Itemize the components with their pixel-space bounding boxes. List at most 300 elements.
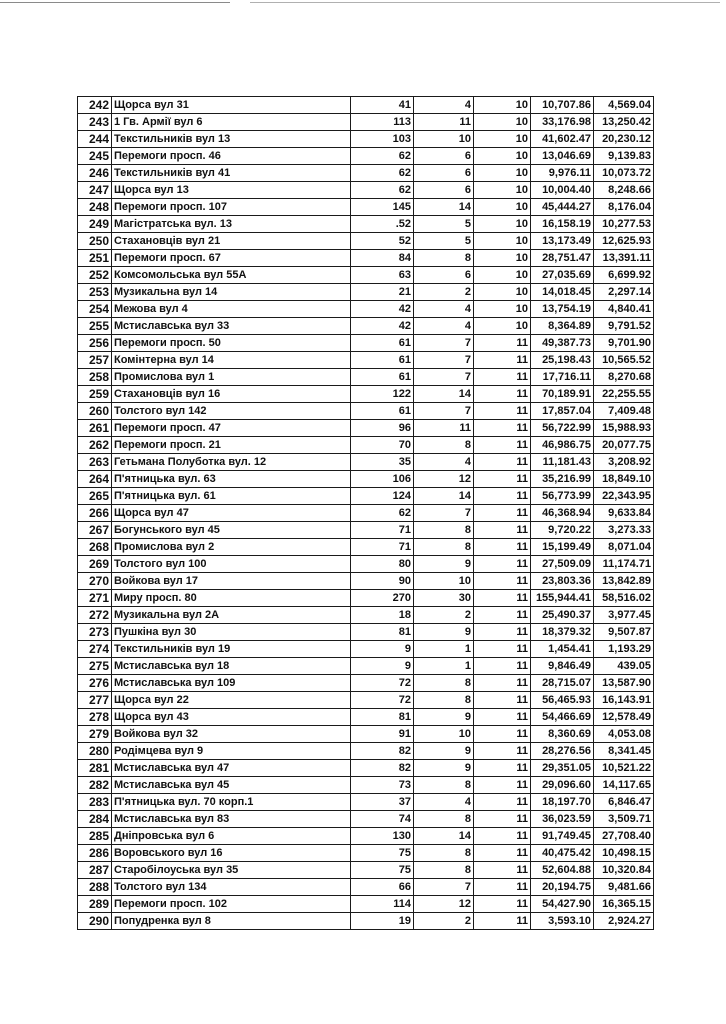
code-cell: 11 [474,624,531,641]
amount-cell: 49,387.73 [531,335,594,352]
count-cell: 12 [414,896,474,913]
balance-cell: 12,625.93 [594,233,654,250]
row-number: 256 [78,335,112,352]
address-cell: Богунського вул 45 [112,522,351,539]
count-cell: 10 [414,726,474,743]
code-cell: 10 [474,267,531,284]
count-cell: 8 [414,777,474,794]
amount-cell: 13,046.69 [531,148,594,165]
balance-cell: 7,409.48 [594,403,654,420]
code-cell: 11 [474,471,531,488]
apartments-cell: 84 [351,250,414,267]
count-cell: 8 [414,811,474,828]
code-cell: 11 [474,590,531,607]
row-number: 281 [78,760,112,777]
row-number: 279 [78,726,112,743]
address-register-table [77,96,654,930]
count-cell: 7 [414,403,474,420]
amount-cell: 8,360.69 [531,726,594,743]
address-cell: Дніпровська вул 6 [112,828,351,845]
address-cell: Комінтерна вул 14 [112,352,351,369]
row-number: 285 [78,828,112,845]
apartments-cell: 96 [351,420,414,437]
table-row [78,726,654,743]
table-row [78,420,654,437]
code-cell: 11 [474,879,531,896]
balance-cell: 9,633.84 [594,505,654,522]
balance-cell: 22,255.55 [594,386,654,403]
balance-cell: 3,977.45 [594,607,654,624]
apartments-cell: 19 [351,913,414,930]
row-number: 248 [78,199,112,216]
address-cell: Мстиславська вул 18 [112,658,351,675]
apartments-cell: 130 [351,828,414,845]
row-number: 282 [78,777,112,794]
apartments-cell: 90 [351,573,414,590]
balance-cell: 20,230.12 [594,131,654,148]
address-cell: Текстильників вул 19 [112,641,351,658]
count-cell: 6 [414,182,474,199]
count-cell: 1 [414,641,474,658]
balance-cell: 20,077.75 [594,437,654,454]
row-number: 273 [78,624,112,641]
row-number: 251 [78,250,112,267]
table-row [78,862,654,879]
table-row [78,114,654,131]
apartments-cell: 72 [351,675,414,692]
address-cell: Щорса вул 31 [112,97,351,114]
count-cell: 6 [414,165,474,182]
apartments-cell: 81 [351,709,414,726]
amount-cell: 25,490.37 [531,607,594,624]
balance-cell: 4,569.04 [594,97,654,114]
row-number: 286 [78,845,112,862]
apartments-cell: 61 [351,403,414,420]
code-cell: 11 [474,488,531,505]
amount-cell: 28,751.47 [531,250,594,267]
code-cell: 11 [474,794,531,811]
code-cell: 11 [474,777,531,794]
balance-cell: 13,587.90 [594,675,654,692]
code-cell: 11 [474,369,531,386]
address-cell: Музикальна вул 2А [112,607,351,624]
code-cell: 11 [474,454,531,471]
apartments-cell: 61 [351,369,414,386]
count-cell: 2 [414,607,474,624]
row-number: 243 [78,114,112,131]
count-cell: 7 [414,369,474,386]
amount-cell: 11,181.43 [531,454,594,471]
code-cell: 11 [474,522,531,539]
balance-cell: 8,176.04 [594,199,654,216]
amount-cell: 20,194.75 [531,879,594,896]
address-cell: 1 Гв. Армії вул 6 [112,114,351,131]
address-cell: Промислова вул 2 [112,539,351,556]
code-cell: 11 [474,760,531,777]
amount-cell: 29,096.60 [531,777,594,794]
table-row [78,760,654,777]
balance-cell: 9,481.66 [594,879,654,896]
row-number: 264 [78,471,112,488]
apartments-cell: .52 [351,216,414,233]
apartments-cell: 106 [351,471,414,488]
table-row [78,216,654,233]
amount-cell: 56,465.93 [531,692,594,709]
amount-cell: 14,018.45 [531,284,594,301]
balance-cell: 8,248.66 [594,182,654,199]
balance-cell: 9,507.87 [594,624,654,641]
table-row [78,267,654,284]
balance-cell: 9,791.52 [594,318,654,335]
amount-cell: 9,846.49 [531,658,594,675]
row-number: 246 [78,165,112,182]
count-cell: 6 [414,267,474,284]
count-cell: 10 [414,131,474,148]
count-cell: 4 [414,454,474,471]
count-cell: 4 [414,97,474,114]
balance-cell: 11,174.71 [594,556,654,573]
amount-cell: 155,944.41 [531,590,594,607]
code-cell: 11 [474,437,531,454]
apartments-cell: 114 [351,896,414,913]
address-cell: Войкова вул 17 [112,573,351,590]
address-cell: Стахановців вул 16 [112,386,351,403]
amount-cell: 25,198.43 [531,352,594,369]
balance-cell: 13,250.42 [594,114,654,131]
row-number: 289 [78,896,112,913]
balance-cell: 6,699.92 [594,267,654,284]
table-row [78,199,654,216]
count-cell: 14 [414,199,474,216]
apartments-cell: 70 [351,437,414,454]
count-cell: 30 [414,590,474,607]
amount-cell: 3,593.10 [531,913,594,930]
address-cell: Перемоги просп. 102 [112,896,351,913]
balance-cell: 10,277.53 [594,216,654,233]
amount-cell: 52,604.88 [531,862,594,879]
amount-cell: 13,754.19 [531,301,594,318]
apartments-cell: 41 [351,97,414,114]
amount-cell: 9,976.11 [531,165,594,182]
address-cell: Щорса вул 13 [112,182,351,199]
address-cell: Воровського вул 16 [112,845,351,862]
apartments-cell: 35 [351,454,414,471]
apartments-cell: 21 [351,284,414,301]
address-cell: П'ятницька вул. 70 корп.1 [112,794,351,811]
amount-cell: 18,197.70 [531,794,594,811]
address-cell: Попудренка вул 8 [112,913,351,930]
table-row [78,165,654,182]
apartments-cell: 270 [351,590,414,607]
apartments-cell: 42 [351,318,414,335]
count-cell: 9 [414,624,474,641]
address-cell: Мстиславська вул 33 [112,318,351,335]
table-row [78,913,654,930]
balance-cell: 8,341.45 [594,743,654,760]
row-number: 249 [78,216,112,233]
balance-cell: 10,320.84 [594,862,654,879]
apartments-cell: 145 [351,199,414,216]
address-cell: Мстиславська вул 83 [112,811,351,828]
balance-cell: 15,988.93 [594,420,654,437]
table-row [78,437,654,454]
balance-cell: 4,053.08 [594,726,654,743]
row-number: 260 [78,403,112,420]
row-number: 262 [78,437,112,454]
apartments-cell: 122 [351,386,414,403]
apartments-cell: 9 [351,641,414,658]
count-cell: 4 [414,318,474,335]
row-number: 257 [78,352,112,369]
amount-cell: 41,602.47 [531,131,594,148]
address-cell: П'ятницька вул. 61 [112,488,351,505]
address-cell: П'ятницька вул. 63 [112,471,351,488]
count-cell: 8 [414,539,474,556]
count-cell: 11 [414,114,474,131]
table-row [78,522,654,539]
apartments-cell: 80 [351,556,414,573]
table-row [78,811,654,828]
amount-cell: 13,173.49 [531,233,594,250]
amount-cell: 54,427.90 [531,896,594,913]
apartments-cell: 82 [351,743,414,760]
amount-cell: 27,509.09 [531,556,594,573]
code-cell: 11 [474,335,531,352]
balance-cell: 3,273.33 [594,522,654,539]
table-row [78,471,654,488]
amount-cell: 56,722.99 [531,420,594,437]
table-row [78,505,654,522]
count-cell: 7 [414,505,474,522]
address-cell: Промислова вул 1 [112,369,351,386]
balance-cell: 12,578.49 [594,709,654,726]
count-cell: 8 [414,862,474,879]
row-number: 269 [78,556,112,573]
table-row [78,658,654,675]
amount-cell: 70,189.91 [531,386,594,403]
count-cell: 8 [414,250,474,267]
balance-cell: 3,509.71 [594,811,654,828]
address-cell: Щорса вул 43 [112,709,351,726]
code-cell: 11 [474,709,531,726]
code-cell: 11 [474,539,531,556]
row-number: 277 [78,692,112,709]
row-number: 245 [78,148,112,165]
balance-cell: 4,840.41 [594,301,654,318]
balance-cell: 2,924.27 [594,913,654,930]
table-row [78,641,654,658]
amount-cell: 1,454.41 [531,641,594,658]
amount-cell: 9,720.22 [531,522,594,539]
code-cell: 11 [474,828,531,845]
address-cell: Текстильників вул 13 [112,131,351,148]
address-cell: Перемоги просп. 107 [112,199,351,216]
count-cell: 7 [414,335,474,352]
amount-cell: 33,176.98 [531,114,594,131]
apartments-cell: 62 [351,182,414,199]
amount-cell: 10,707.86 [531,97,594,114]
balance-cell: 14,117.65 [594,777,654,794]
count-cell: 1 [414,658,474,675]
table-row [78,454,654,471]
balance-cell: 18,849.10 [594,471,654,488]
table-row [78,488,654,505]
count-cell: 5 [414,216,474,233]
count-cell: 9 [414,556,474,573]
balance-cell: 8,270.68 [594,369,654,386]
apartments-cell: 62 [351,148,414,165]
code-cell: 10 [474,233,531,250]
scan-edge-line [0,2,230,3]
address-cell: Толстого вул 142 [112,403,351,420]
count-cell: 9 [414,760,474,777]
row-number: 259 [78,386,112,403]
table-row [78,182,654,199]
count-cell: 14 [414,386,474,403]
table-row [78,386,654,403]
row-number: 253 [78,284,112,301]
count-cell: 7 [414,879,474,896]
address-cell: Пушкіна вул 30 [112,624,351,641]
address-cell: Миру просп. 80 [112,590,351,607]
address-cell: Перемоги просп. 47 [112,420,351,437]
table-row [78,828,654,845]
apartments-cell: 75 [351,845,414,862]
apartments-cell: 18 [351,607,414,624]
row-number: 244 [78,131,112,148]
address-cell: Старобілоуська вул 35 [112,862,351,879]
balance-cell: 13,391.11 [594,250,654,267]
code-cell: 11 [474,845,531,862]
count-cell: 14 [414,828,474,845]
balance-cell: 27,708.40 [594,828,654,845]
balance-cell: 8,071.04 [594,539,654,556]
apartments-cell: 82 [351,760,414,777]
count-cell: 14 [414,488,474,505]
address-cell: Музикальна вул 14 [112,284,351,301]
row-number: 272 [78,607,112,624]
row-number: 252 [78,267,112,284]
amount-cell: 8,364.89 [531,318,594,335]
row-number: 247 [78,182,112,199]
balance-cell: 16,365.15 [594,896,654,913]
code-cell: 10 [474,216,531,233]
apartments-cell: 37 [351,794,414,811]
code-cell: 10 [474,148,531,165]
address-cell: Гетьмана Полуботка вул. 12 [112,454,351,471]
amount-cell: 28,276.56 [531,743,594,760]
apartments-cell: 74 [351,811,414,828]
scan-edge-line [250,2,720,3]
count-cell: 9 [414,709,474,726]
amount-cell: 46,986.75 [531,437,594,454]
row-number: 270 [78,573,112,590]
code-cell: 11 [474,913,531,930]
row-number: 288 [78,879,112,896]
row-number: 254 [78,301,112,318]
code-cell: 10 [474,250,531,267]
address-cell: Комсомольська вул 55А [112,267,351,284]
amount-cell: 18,379.32 [531,624,594,641]
table-row [78,879,654,896]
address-cell: Стахановців вул 21 [112,233,351,250]
table-row [78,692,654,709]
table-row [78,675,654,692]
row-number: 280 [78,743,112,760]
address-cell: Перемоги просп. 50 [112,335,351,352]
apartments-cell: 62 [351,505,414,522]
code-cell: 11 [474,386,531,403]
row-number: 242 [78,97,112,114]
code-cell: 11 [474,743,531,760]
table-row [78,845,654,862]
balance-cell: 439.05 [594,658,654,675]
code-cell: 11 [474,556,531,573]
address-cell: Войкова вул 32 [112,726,351,743]
address-cell: Мстиславська вул 109 [112,675,351,692]
balance-cell: 10,498.15 [594,845,654,862]
balance-cell: 1,193.29 [594,641,654,658]
balance-cell: 16,143.91 [594,692,654,709]
count-cell: 8 [414,437,474,454]
table-row [78,403,654,420]
apartments-cell: 72 [351,692,414,709]
code-cell: 10 [474,131,531,148]
address-cell: Толстого вул 100 [112,556,351,573]
amount-cell: 54,466.69 [531,709,594,726]
count-cell: 10 [414,573,474,590]
row-number: 275 [78,658,112,675]
row-number: 276 [78,675,112,692]
apartments-cell: 124 [351,488,414,505]
amount-cell: 36,023.59 [531,811,594,828]
code-cell: 11 [474,505,531,522]
apartments-cell: 81 [351,624,414,641]
balance-cell: 3,208.92 [594,454,654,471]
apartments-cell: 91 [351,726,414,743]
code-cell: 11 [474,607,531,624]
table-row [78,284,654,301]
address-cell: Межова вул 4 [112,301,351,318]
table-row [78,250,654,267]
count-cell: 8 [414,845,474,862]
balance-cell: 22,343.95 [594,488,654,505]
row-number: 278 [78,709,112,726]
table-row [78,369,654,386]
apartments-cell: 71 [351,522,414,539]
address-cell: Толстого вул 134 [112,879,351,896]
count-cell: 4 [414,794,474,811]
row-number: 261 [78,420,112,437]
table-row [78,743,654,760]
balance-cell: 2,297.14 [594,284,654,301]
address-cell: Мстиславська вул 47 [112,760,351,777]
count-cell: 12 [414,471,474,488]
row-number: 255 [78,318,112,335]
balance-cell: 6,846.47 [594,794,654,811]
code-cell: 10 [474,182,531,199]
count-cell: 8 [414,675,474,692]
code-cell: 11 [474,811,531,828]
code-cell: 11 [474,573,531,590]
balance-cell: 58,516.02 [594,590,654,607]
table-row [78,97,654,114]
count-cell: 8 [414,522,474,539]
apartments-cell: 73 [351,777,414,794]
table-row [78,896,654,913]
row-number: 283 [78,794,112,811]
amount-cell: 56,773.99 [531,488,594,505]
